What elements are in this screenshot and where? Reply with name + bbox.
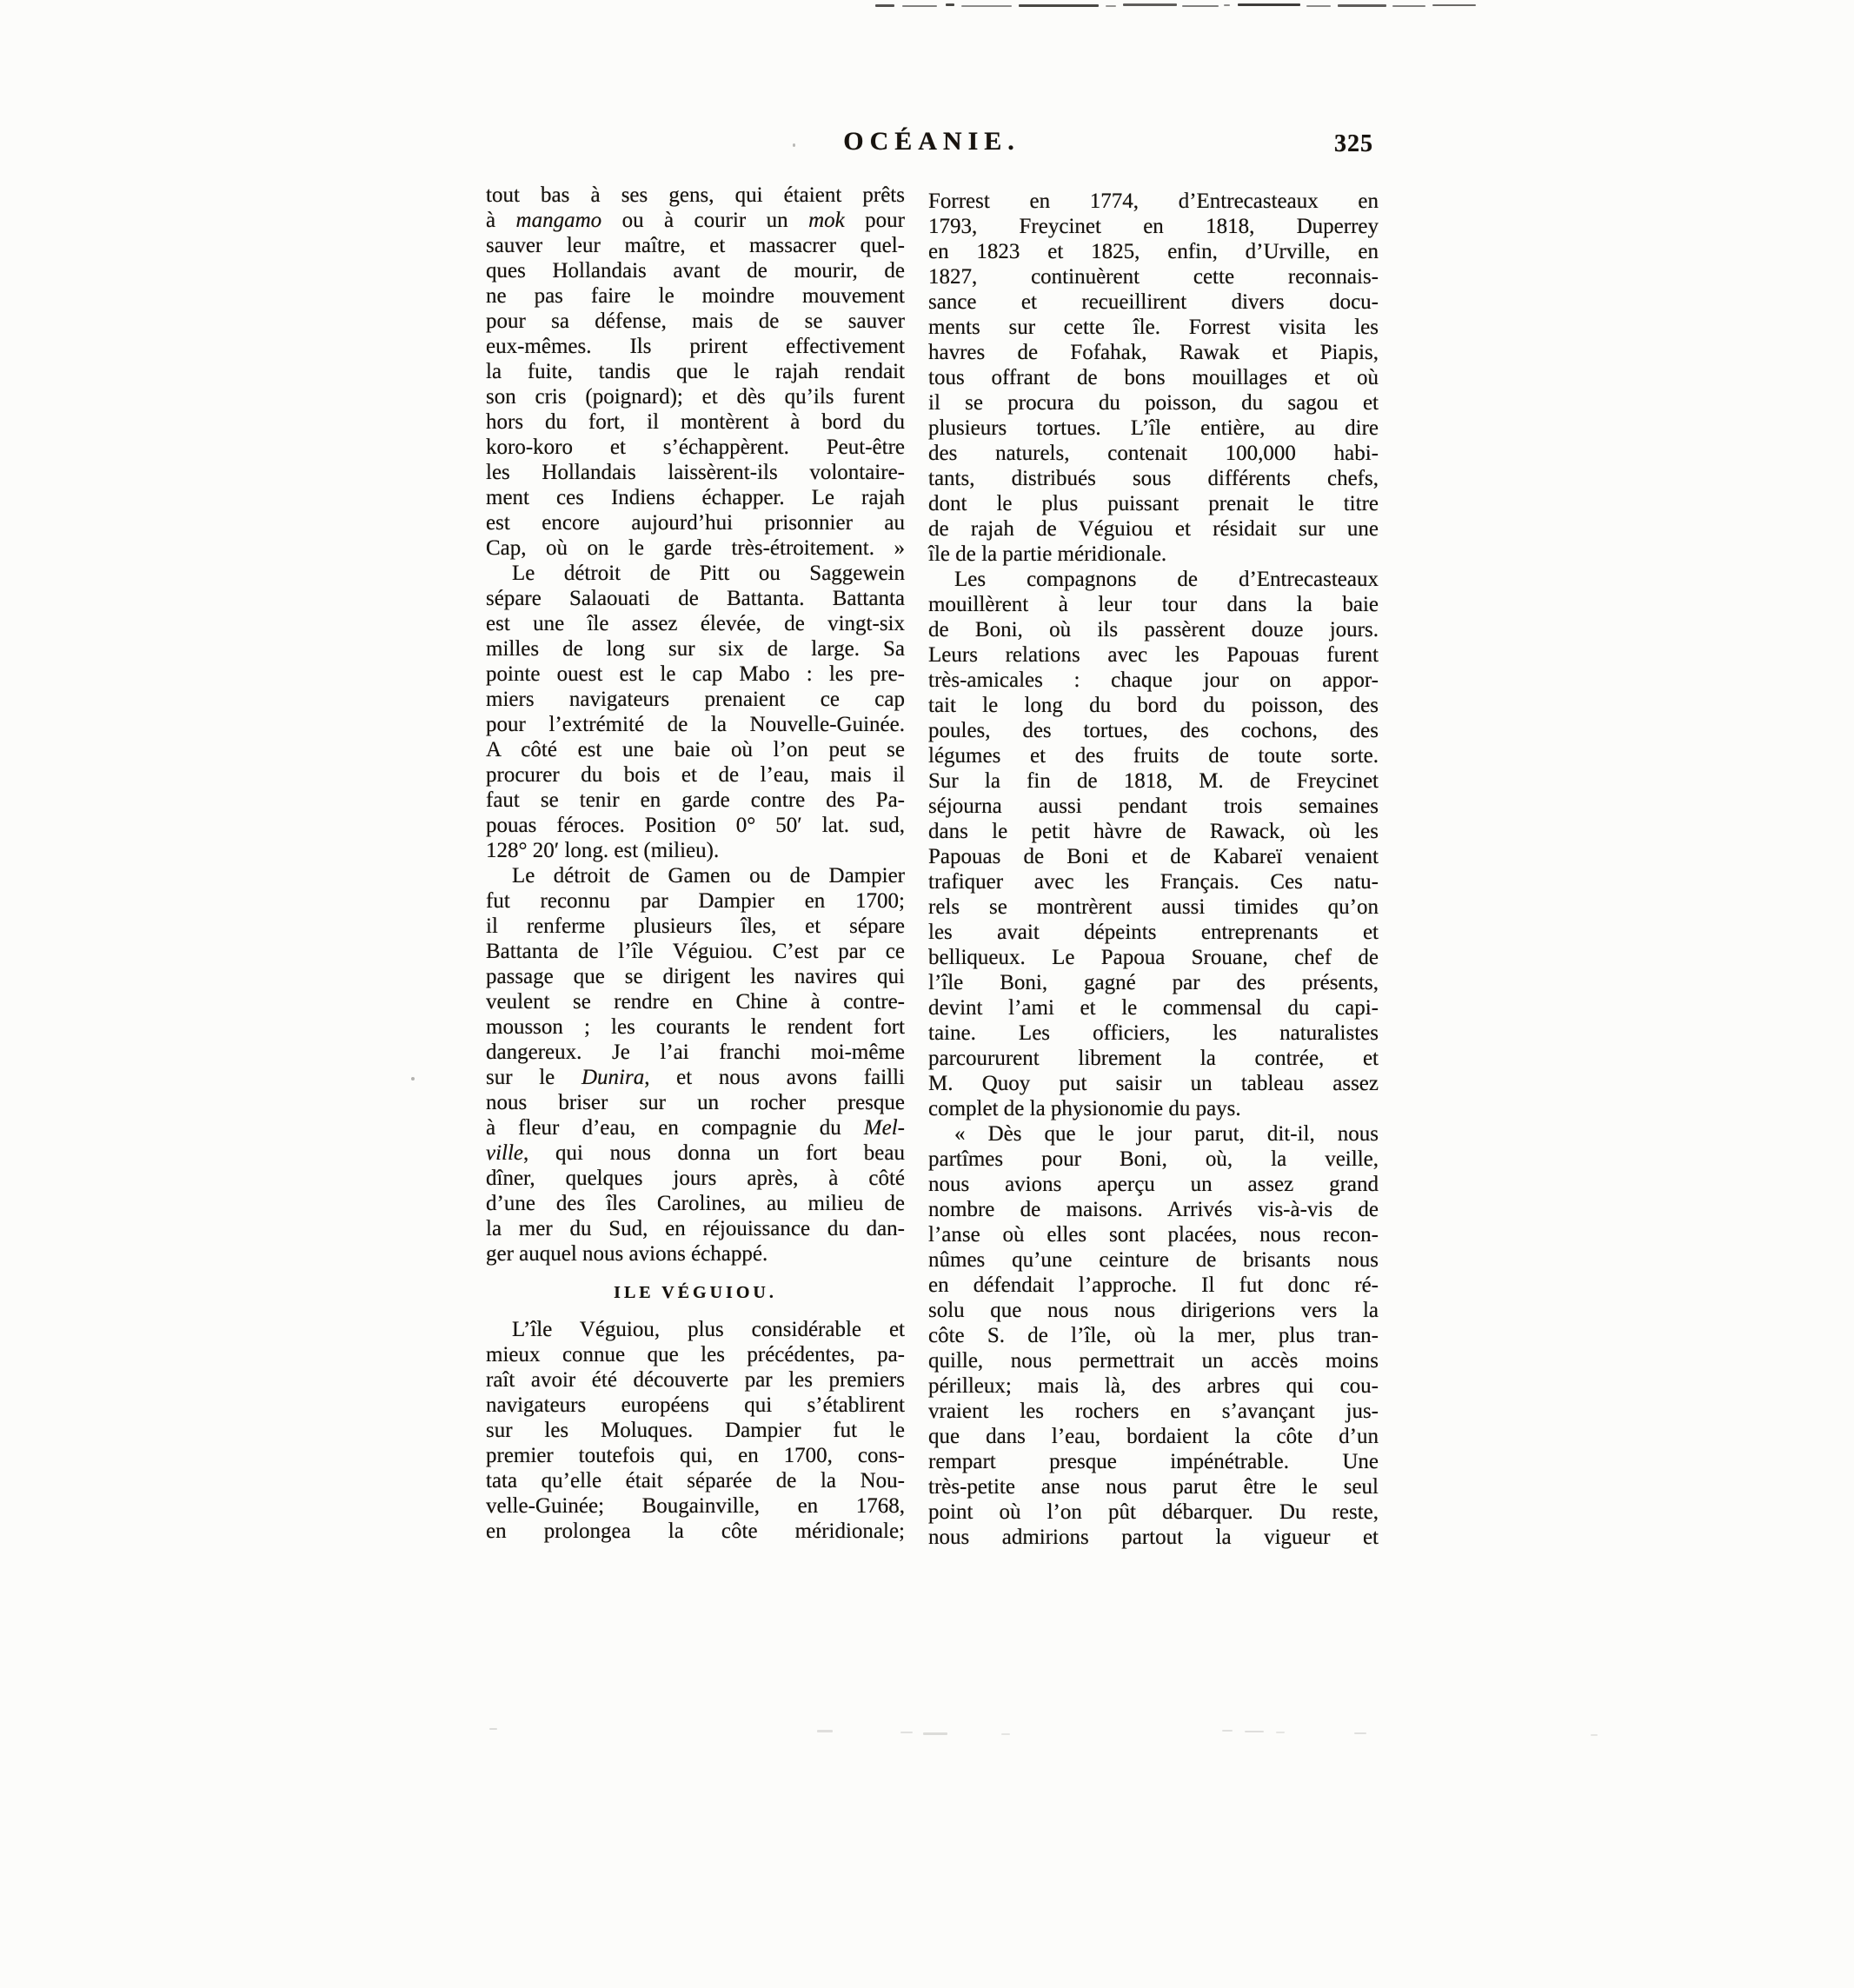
text-line: passage que se dirigent les navires qui — [486, 965, 905, 988]
scan-dash-artifact — [1306, 5, 1331, 7]
text-line: dîner, quelques jours après, à côté — [486, 1167, 905, 1190]
text-line: ger auquel nous avions échappé. — [486, 1242, 768, 1266]
text-line: rempart presque impénétrable. Une — [928, 1450, 1379, 1473]
text-line: havres de Fofahak, Rawak et Piapis, — [928, 341, 1379, 364]
text-line: tout bas à ses gens, qui étaient prêts — [486, 183, 905, 207]
text-line: Le détroit de Gamen ou de Dampier — [512, 864, 905, 888]
text-line: en prolongea la côte méridionale; — [486, 1519, 905, 1543]
scan-dash-artifact — [1019, 4, 1099, 7]
text-line: la mer du Sud, en réjouissance du dan- — [486, 1217, 905, 1240]
text-line: koro-koro et s’échappèrent. Peut-être — [486, 435, 905, 459]
text-line: dangereux. Je l’ai franchi moi-même — [486, 1041, 905, 1064]
text-line: nombre de maisons. Arrivés vis-à-vis de — [928, 1198, 1379, 1221]
text-line: mouillèrent à leur tour dans la baie — [928, 593, 1379, 616]
text-line: dans le petit hàvre de Rawack, où les — [928, 820, 1379, 843]
text-line: tait le long du bord du poisson, des — [928, 694, 1379, 717]
scan-dash-artifact — [1224, 4, 1230, 6]
text-line: 1827, continuèrent cette reconnais- — [928, 265, 1379, 289]
scan-noise-artifact — [1276, 1732, 1285, 1733]
text-line: trafiquer avec les Français. Ces natu- — [928, 870, 1379, 894]
text-line: Battanta de l’île Véguiou. C’est par ce — [486, 940, 905, 963]
text-line: ville, qui nous donna un fort beau — [486, 1141, 905, 1165]
text-line: pouas féroces. Position 0° 50′ lat. sud, — [486, 814, 905, 837]
text-line: « Dès que le jour parut, dit-il, nous — [954, 1122, 1379, 1146]
text-line: est une île assez élevée, de vingt-six — [486, 612, 905, 635]
scan-dash-artifact — [1338, 4, 1386, 7]
text-line: poules, des tortues, des cochons, des — [928, 719, 1379, 742]
text-line: milles de long sur six de large. Sa — [486, 637, 905, 661]
text-line: sauver leur maître, et massacrer quel- — [486, 234, 905, 257]
text-line: faut se tenir en garde contre des Pa- — [486, 788, 905, 812]
text-line: l’île Boni, gagné par des présents, — [928, 971, 1379, 994]
text-line: pour l’extrémité de la Nouvelle-Guinée. — [486, 713, 905, 736]
running-head-title: OCÉANIE. — [843, 127, 1020, 156]
text-line: partîmes pour Boni, où, la veille, — [928, 1147, 1379, 1171]
text-line: ment ces Indiens échapper. Le rajah — [486, 486, 905, 509]
text-line: sur les Moluques. Dampier fut le — [486, 1419, 905, 1442]
text-line: séjourna aussi pendant trois semaines — [928, 795, 1379, 818]
text-line: mieux connue que les précédentes, pa- — [486, 1343, 905, 1366]
text-line: mousson ; les courants le rendent fort — [486, 1015, 905, 1039]
left-text-column — [486, 183, 905, 1544]
text-line: la fuite, tandis que le rajah rendait — [486, 360, 905, 383]
scan-dash-artifact — [961, 5, 1012, 7]
text-line: ne pas faire le moindre mouvement — [486, 284, 905, 308]
text-line: Cap, où on le garde très-étroitement. » — [486, 536, 905, 560]
text-line: 1793, Freycinet en 1818, Duperrey — [928, 215, 1379, 238]
scan-noise-artifact — [1245, 1731, 1264, 1732]
text-line: très-amicales : chaque jour on appor- — [928, 668, 1379, 692]
text-line: vraient les rochers en s’avançant jus- — [928, 1400, 1379, 1423]
text-line: parcoururent librement la contrée, et — [928, 1047, 1379, 1070]
text-line: des naturels, contenait 100,000 habi- — [928, 442, 1379, 465]
text-line: nous avions aperçu un assez grand — [928, 1173, 1379, 1196]
text-line: sur le Dunira, et nous avons failli — [486, 1066, 905, 1089]
text-line: côte S. de l’île, où la mer, plus tran- — [928, 1324, 1379, 1347]
text-line: les avait dépeints entreprenants et — [928, 921, 1379, 944]
scan-dot-artifact — [793, 143, 795, 147]
text-line: plusieurs tortues. L’île entière, au dire — [928, 416, 1379, 440]
text-line: navigateurs européens qui s’établirent — [486, 1393, 905, 1417]
text-line: est encore aujourd’hui prisonnier au — [486, 511, 905, 535]
text-line: hors du fort, il montèrent à bord du — [486, 410, 905, 434]
scan-noise-artifact — [817, 1730, 833, 1732]
section-heading: ILE VÉGUIOU. — [614, 1283, 777, 1302]
scan-noise-artifact — [1001, 1733, 1010, 1735]
text-line: Les compagnons de d’Entrecasteaux — [954, 568, 1379, 591]
text-line: l’anse où elles sont placées, nous recon- — [928, 1223, 1379, 1247]
text-line: veulent se rendre en Chine à contre- — [486, 990, 905, 1014]
scan-dash-artifact — [1123, 3, 1177, 6]
text-line: devint l’ami et le commensal du capi- — [928, 996, 1379, 1020]
scan-dash-artifact — [1182, 5, 1219, 7]
text-line: premier toutefois qui, en 1700, cons- — [486, 1444, 905, 1467]
text-line: L’île Véguiou, plus considérable et — [512, 1318, 905, 1341]
text-line: son cris (poignard); et dès qu’ils furent — [486, 385, 905, 409]
text-line: complet de la physionomie du pays. — [928, 1097, 1241, 1120]
text-line: à fleur d’eau, en compagnie du Mel- — [486, 1116, 905, 1140]
text-line: pointe ouest est le cap Mabo : les pre- — [486, 662, 905, 686]
text-line: Papouas de Boni et de Kabareï venaient — [928, 845, 1379, 868]
text-line: A côté est une baie où l’on peut se — [486, 738, 905, 761]
scan-noise-artifact — [489, 1728, 497, 1730]
text-line: raît avoir été découverte par les premiers — [486, 1368, 905, 1392]
text-line: rels se montrèrent aussi timides qu’on — [928, 895, 1379, 919]
text-line: point où l’on pût débarquer. Du reste, — [928, 1500, 1379, 1524]
scan-noise-artifact — [900, 1732, 913, 1733]
text-line: 128° 20′ long. est (milieu). — [486, 839, 720, 862]
text-line: Leurs relations avec les Papouas furent — [928, 643, 1379, 667]
text-line: fut reconnu par Dampier en 1700; — [486, 889, 905, 913]
scan-noise-artifact — [923, 1732, 947, 1735]
text-line: belliqueux. Le Papoua Srouane, chef de — [928, 946, 1379, 969]
text-line: quille, nous permettrait un accès moins — [928, 1349, 1379, 1373]
scan-dash-artifact — [946, 3, 954, 6]
text-line: tants, distribués sous différents chefs, — [928, 467, 1379, 490]
text-line: ments sur cette île. Forrest visita les — [928, 316, 1379, 339]
scan-dash-artifact — [1106, 5, 1116, 7]
text-line: les Hollandais laissèrent-ils volontaire- — [486, 461, 905, 484]
text-line: d’une des îles Carolines, au milieu de — [486, 1192, 905, 1215]
text-line: procurer du bois et de l’eau, mais il — [486, 763, 905, 787]
text-line: il se procura du poisson, du sagou et — [928, 391, 1379, 415]
scan-dot-artifact — [411, 1077, 415, 1080]
text-line: à mangamo ou à courir un mok pour — [486, 209, 905, 232]
text-line: nous briser sur un rocher presque — [486, 1091, 905, 1114]
text-line: tous offrant de bons mouillages et où — [928, 366, 1379, 389]
scan-dash-artifact — [1392, 5, 1425, 7]
text-line: Sur la fin de 1818, M. de Freycinet — [928, 769, 1379, 793]
text-line: en défendait l’approche. Il fut donc ré- — [928, 1273, 1379, 1297]
text-line: sance et recueillirent divers docu- — [928, 290, 1379, 314]
text-line: ques Hollandais avant de mourir, de — [486, 259, 905, 283]
scan-dash-artifact — [875, 4, 894, 7]
text-line: solu que nous nous dirigerions vers la — [928, 1299, 1379, 1322]
text-line: en 1823 et 1825, enfin, d’Urville, en — [928, 240, 1379, 263]
text-line: périlleux; mais là, des arbres qui cou- — [928, 1374, 1379, 1398]
text-line: eux-mêmes. Ils prirent effectivement — [486, 335, 905, 358]
scan-dash-artifact — [1238, 3, 1300, 6]
text-line: Le détroit de Pitt ou Saggewein — [512, 562, 905, 585]
text-line: velle-Guinée; Bougainville, en 1768, — [486, 1494, 905, 1518]
text-line: légumes et des fruits de toute sorte. — [928, 744, 1379, 768]
text-line: de Boni, où ils passèrent douze jours. — [928, 618, 1379, 642]
text-line: il renferme plusieurs îles, et sépare — [486, 914, 905, 938]
text-line: que dans l’eau, bordaient la côte d’un — [928, 1425, 1379, 1448]
text-line: Forrest en 1774, d’Entrecasteaux en — [928, 189, 1379, 213]
text-line: pour sa défense, mais de se sauver — [486, 309, 905, 333]
scan-noise-artifact — [1222, 1730, 1233, 1732]
scan-dash-artifact — [902, 5, 937, 7]
scan-noise-artifact — [1354, 1732, 1366, 1734]
text-line: de rajah de Véguiou et résidait sur une — [928, 517, 1379, 541]
page-number: 325 — [1334, 130, 1373, 157]
text-line: M. Quoy put saisir un tableau assez — [928, 1072, 1379, 1095]
text-line: île de la partie méridionale. — [928, 542, 1167, 566]
text-line: dont le plus puissant prenait le titre — [928, 492, 1379, 515]
text-line: tata qu’elle était séparée de la Nou- — [486, 1469, 905, 1493]
text-line: nous admirions partout la vigueur et — [928, 1526, 1379, 1549]
text-line: nûmes qu’une ceinture de brisants nous — [928, 1248, 1379, 1272]
text-line: sépare Salaouati de Battanta. Battanta — [486, 587, 905, 610]
text-line: très-petite anse nous parut être le seul — [928, 1475, 1379, 1499]
text-line: miers navigateurs prenaient ce cap — [486, 688, 905, 711]
scan-dash-artifact — [1432, 4, 1476, 6]
text-line: taine. Les officiers, les naturalistes — [928, 1021, 1379, 1045]
scan-noise-artifact — [1591, 1734, 1598, 1736]
right-text-column — [928, 189, 1379, 1550]
